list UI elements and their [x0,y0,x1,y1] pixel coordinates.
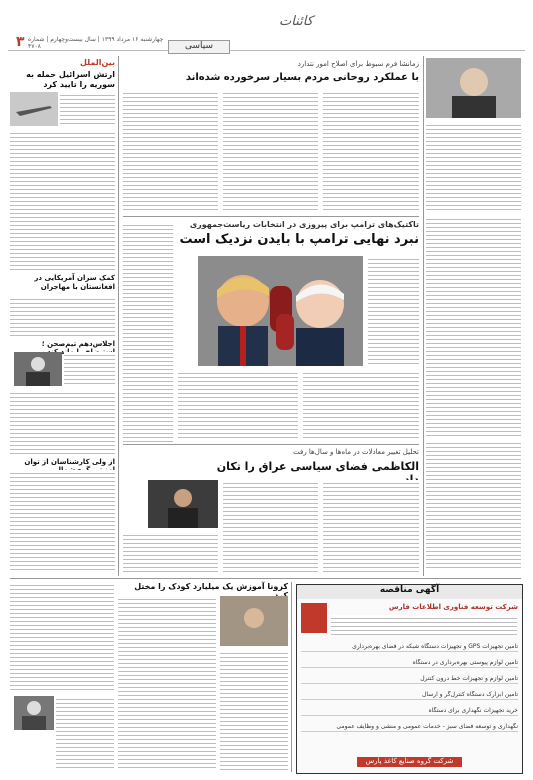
iraq-text-1 [123,532,218,574]
top-story-text-1 [123,90,218,210]
ad-subtitle: شرکت توسعه فناوری اطلاعات فارس [388,603,518,611]
top-story-headline: با عملکرد روحانی مردم بسیار سرخورده شده‌اند [185,72,419,83]
top-story-text-3 [323,90,419,210]
left-column-divider [118,56,119,576]
iraq-kicker: تحلیل تغییر معادلات در ماه‌ها و سال‌ها رفت [293,448,419,456]
trump-biden-photo [198,256,363,366]
right-article-text-3 [426,440,521,570]
top-story-kicker: زمانشا فرم سبوط برای اصلاح امور نتدارد [297,60,419,68]
newspaper-logo: کائنات [279,14,313,29]
bottom-story-text-2 [220,650,288,771]
aircraft-photo [10,92,58,126]
iraq-text-3 [323,480,419,574]
iraq-pm-photo [148,480,218,528]
ad-row-2: تامین لوازم پیوستی بهره‌برداری در دستگاه [301,659,518,668]
ad-row-3: تامین لوازم و تجهیزات خط درون کنترل [301,675,518,684]
ad-body-text [331,615,517,635]
bottom-story-text-1 [118,596,216,771]
bottom-left-text-2 [56,696,114,771]
iraq-text-2 [223,480,318,574]
tender-advertisement [296,584,523,774]
right-article-text-2 [426,216,521,436]
feature-text-3 [303,370,419,440]
dateline: چهارشنبه ۱۶ مرداد ۱۳۹۹ | سال بیست‌وچهارم | شماره ۴۷۰۸ [28,36,164,50]
feature-text-1 [123,222,173,442]
left-headline-2: کمک سران آمریکایی در افغانستان با مهاجران [34,274,115,291]
ad-row-4: تامین ابزارک دستگاه کنترل‌گر و ارسال [301,691,518,700]
lower-divider [10,578,521,579]
covid-illustration [220,596,288,646]
page-number: ۳ [16,34,25,50]
bottom-left-photo [14,696,54,730]
ad-row-6: نگهداری و توسعه فضای سبز - خدمات عمومی و منشی و وظایف عمومی [301,723,518,732]
right-article-text-1 [426,122,521,212]
left-column-kicker: بین‌الملل [80,58,115,67]
left-article-text-1 [60,92,115,126]
bottom-story-headline: کرونا آموزش یک میلیارد کودک را مختل [134,582,288,591]
iraq-headline: الکاظمی فضای سیاسی عراق را تکان [216,460,419,473]
ad-footer: شرکت گروه صنایع کاغذ پارس [357,757,462,767]
feature-divider [123,444,419,445]
bottom-divider [291,582,292,772]
ad-row-1: تامین تجهیزات GPS و تجهیزات دستگاه شبکه در فضای بهره‌برداری [301,643,518,652]
left-headline-1: ارتش اسرائیل حمله به سوریه را تایید کرد [26,70,115,89]
left-headline-4: از ولی کارشناسان از توان [24,458,115,466]
section-label: سیاسی [168,40,230,54]
feature-headline: نبرد نهایی ترامپ با بایدن نزدیک است [179,232,419,247]
ad-title: آگهی مناقصه [297,585,522,599]
feature-text-2 [178,370,298,440]
left-headline-3: اجلاس‌دهم تیم‌صحن ؛ [41,340,115,348]
newspaper-page [8,6,525,774]
ad-row-5: خرید تجهیزات نگهداری برای دستگاه [301,707,518,716]
masthead [8,6,525,51]
person-photo-left [14,352,62,386]
interviewee-portrait [426,58,521,118]
top-story-text-2 [223,90,318,210]
right-column-divider [423,56,424,576]
left-article-text-4 [64,352,115,386]
left-article-text-3 [10,296,115,336]
left-article-text-5 [10,390,115,454]
feature-kicker: تاکتیک‌های ترامپ برای پیروزی در انتخابات ریاست‌جمهوری [189,220,419,229]
feature-text-4 [368,256,419,366]
ad-logo [301,603,327,633]
bottom-left-text [10,582,114,692]
left-article-text-2 [10,130,115,270]
left-article-text-6 [10,470,115,570]
top-story-divider [123,216,419,217]
